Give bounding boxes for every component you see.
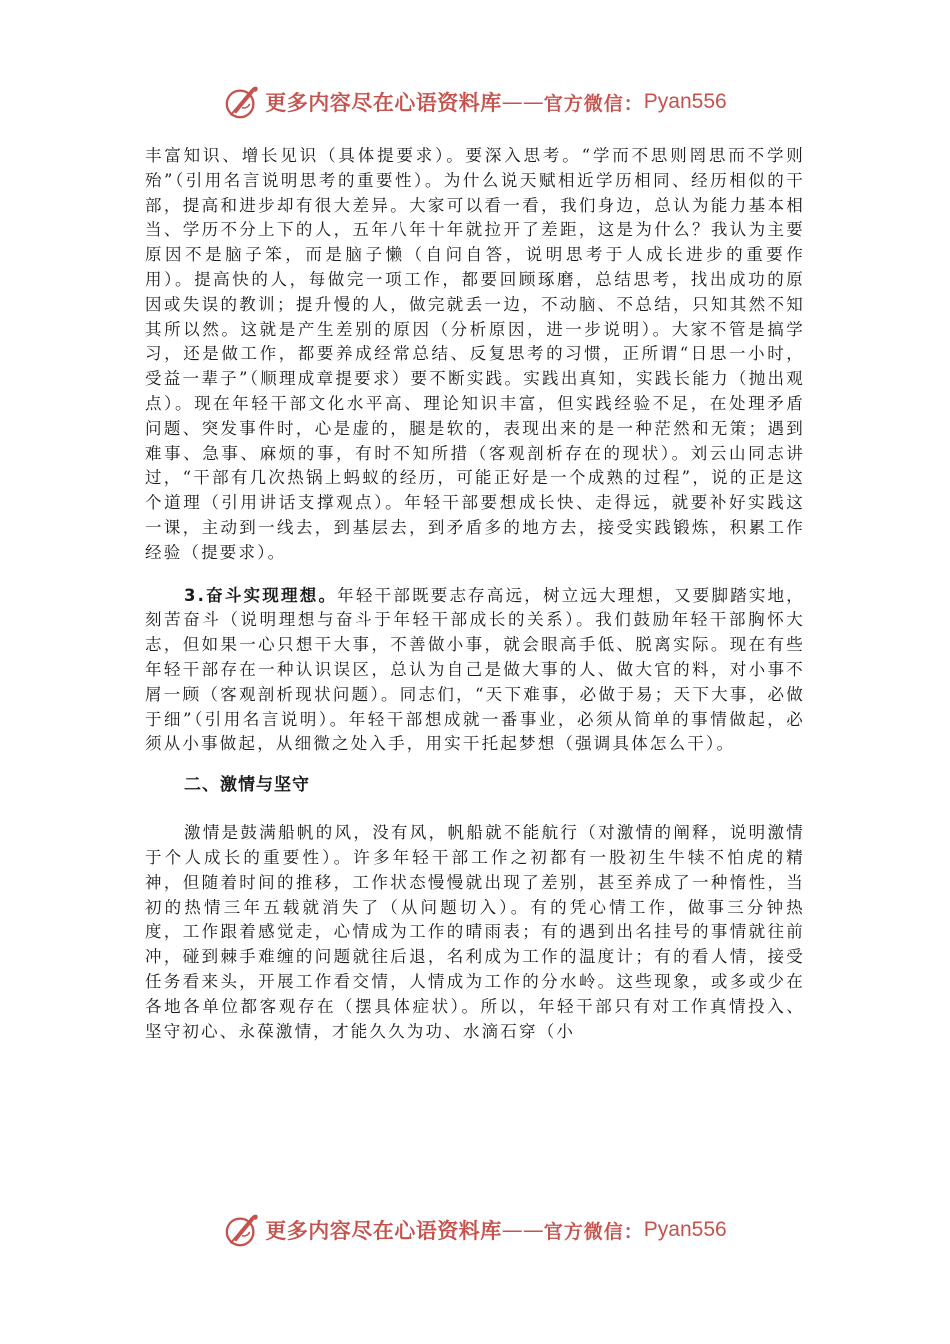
paragraph-gap	[145, 757, 805, 773]
document-body	[145, 144, 805, 1044]
paragraph-gap	[145, 797, 805, 821]
banner-wechat-id: Pyan556	[643, 90, 727, 113]
body-paragraph-1: 丰富知识、增长见识（具体提要求）。要深入思考。“学而不思则罔思而不学则殆”（引用名言说明思考的重要性）。为什么说天赋相近学历相同、经历相似的干部，提高和进步却有很大差异。大家可以看一看，我们身边，总认为能力基本相当、学历不分上下的人，五年八年十年就拉开了差距，这是为什么？我认为主要原因不是脑子笨，而是脑子懒（自问自答，说明思考于人成长进步的重要作用）。提高快的人，每做完一项工作，都要回顾琢磨，总结思考，找出成功的原因或失误的教训；提升慢的人，做完就丢一边，不动脑、不总结，只知其然不知其所以然。这就是产生差别的原因（分析原因，进一步说明）。大家不管是搞学习，还是做工作，都要养成经常总结、反复思考的习惯，正所谓“日思一小时，受益一辈子”（顺理成章提要求）要不断实践。实践出真知，实践长能力（抛出观点）。现在年轻干部文化水平高、理论知识丰富，但实践经验不足，在处理矛盾问题、突发事件时，心是虚的，腿是软的，表现出来的是一种茫然和无策；遇到难事、急事、麻烦的事，有时不知所措（客观剖析存在的现状）。刘云山同志讲过，“干部有几次热锅上蚂蚁的经历，可能正好是一个成熟的过程”，说的正是这个道理（引用讲话支撑观点）。年轻干部要想成长快、走得远，就要补好实践这一课，主动到一线去，到基层去，到矛盾多的地方去，接受实践锻炼，积累工作经验（提要求）。	[145, 146, 805, 562]
body-paragraph-2	[145, 584, 805, 758]
section-heading: 二、激情与坚守	[184, 775, 310, 796]
subheading-fight-for-ideals: 3.奋斗实现理想。	[184, 585, 338, 605]
banner-dash: ——	[501, 90, 544, 114]
body-paragraph-3: 激情是鼓满船帆的风，没有风，帆船就不能航行（对激情的阐释，说明激情于个人成长的重要性）。许多年轻干部工作之初都有一股初生牛犊不怕虎的精神，但随着时间的推移，工作状态慢慢就出现了差别，甚至养成了一种惰性，当初的热情三年五载就消失了（从问题切入）。有的凭心情工作，做事三分钟热度，工作跟着感觉走，心情成为工作的晴雨表；有的遇到出名挂号的事情就往前冲，碰到棘手难缠的问题就往后退，名利成为工作的温度计；有的看人情，接受任务看来头，开展工作看交情，人情成为工作的分水岭。这些现象，或多或少在各地各单位都客观存在（摆具体症状）。所以，年轻干部只有对工作真情投入、坚守初心、永葆激情，才能久久为功、水滴石穿（小	[145, 823, 805, 1041]
banner-wechat-id: Pyan556	[643, 1218, 727, 1241]
banner-dash: ——	[501, 1218, 544, 1242]
footer-banner	[0, 1208, 950, 1252]
quill-pen-logo-icon	[223, 83, 261, 121]
banner-site-text: 更多内容尽在心语资料库	[265, 90, 502, 115]
banner-wechat-label: 官方微信：	[543, 1220, 644, 1243]
body-paragraph-2-text: 年轻干部既要志存高远，树立远大理想，又要脚踏实地，刻苦奋斗（说明理想与奋斗于年轻干部成长的关系）。我们鼓励年轻干部胸怀大志，但如果一心只想干大事，不善做小事，就会眼高手低、脱离实际。现在有些年轻干部存在一种认识误区，总认为自己是做大事的人、做大官的料，对小事不屑一顾（客观剖析现状问题）。同志们，“天下难事，必做于易；天下大事，必做于细”（引用名言说明）。年轻干部想成就一番事业，必须从简单的事情做起，必须从小事做起，从细微之处入手，用实干托起梦想（强调具体怎么干）。	[145, 585, 805, 754]
quill-pen-logo-icon	[223, 1211, 261, 1249]
banner-site-text: 更多内容尽在心语资料库	[265, 1218, 502, 1243]
paragraph-gap	[145, 566, 805, 584]
header-banner	[0, 80, 950, 124]
banner-wechat-label: 官方微信：	[543, 92, 644, 115]
